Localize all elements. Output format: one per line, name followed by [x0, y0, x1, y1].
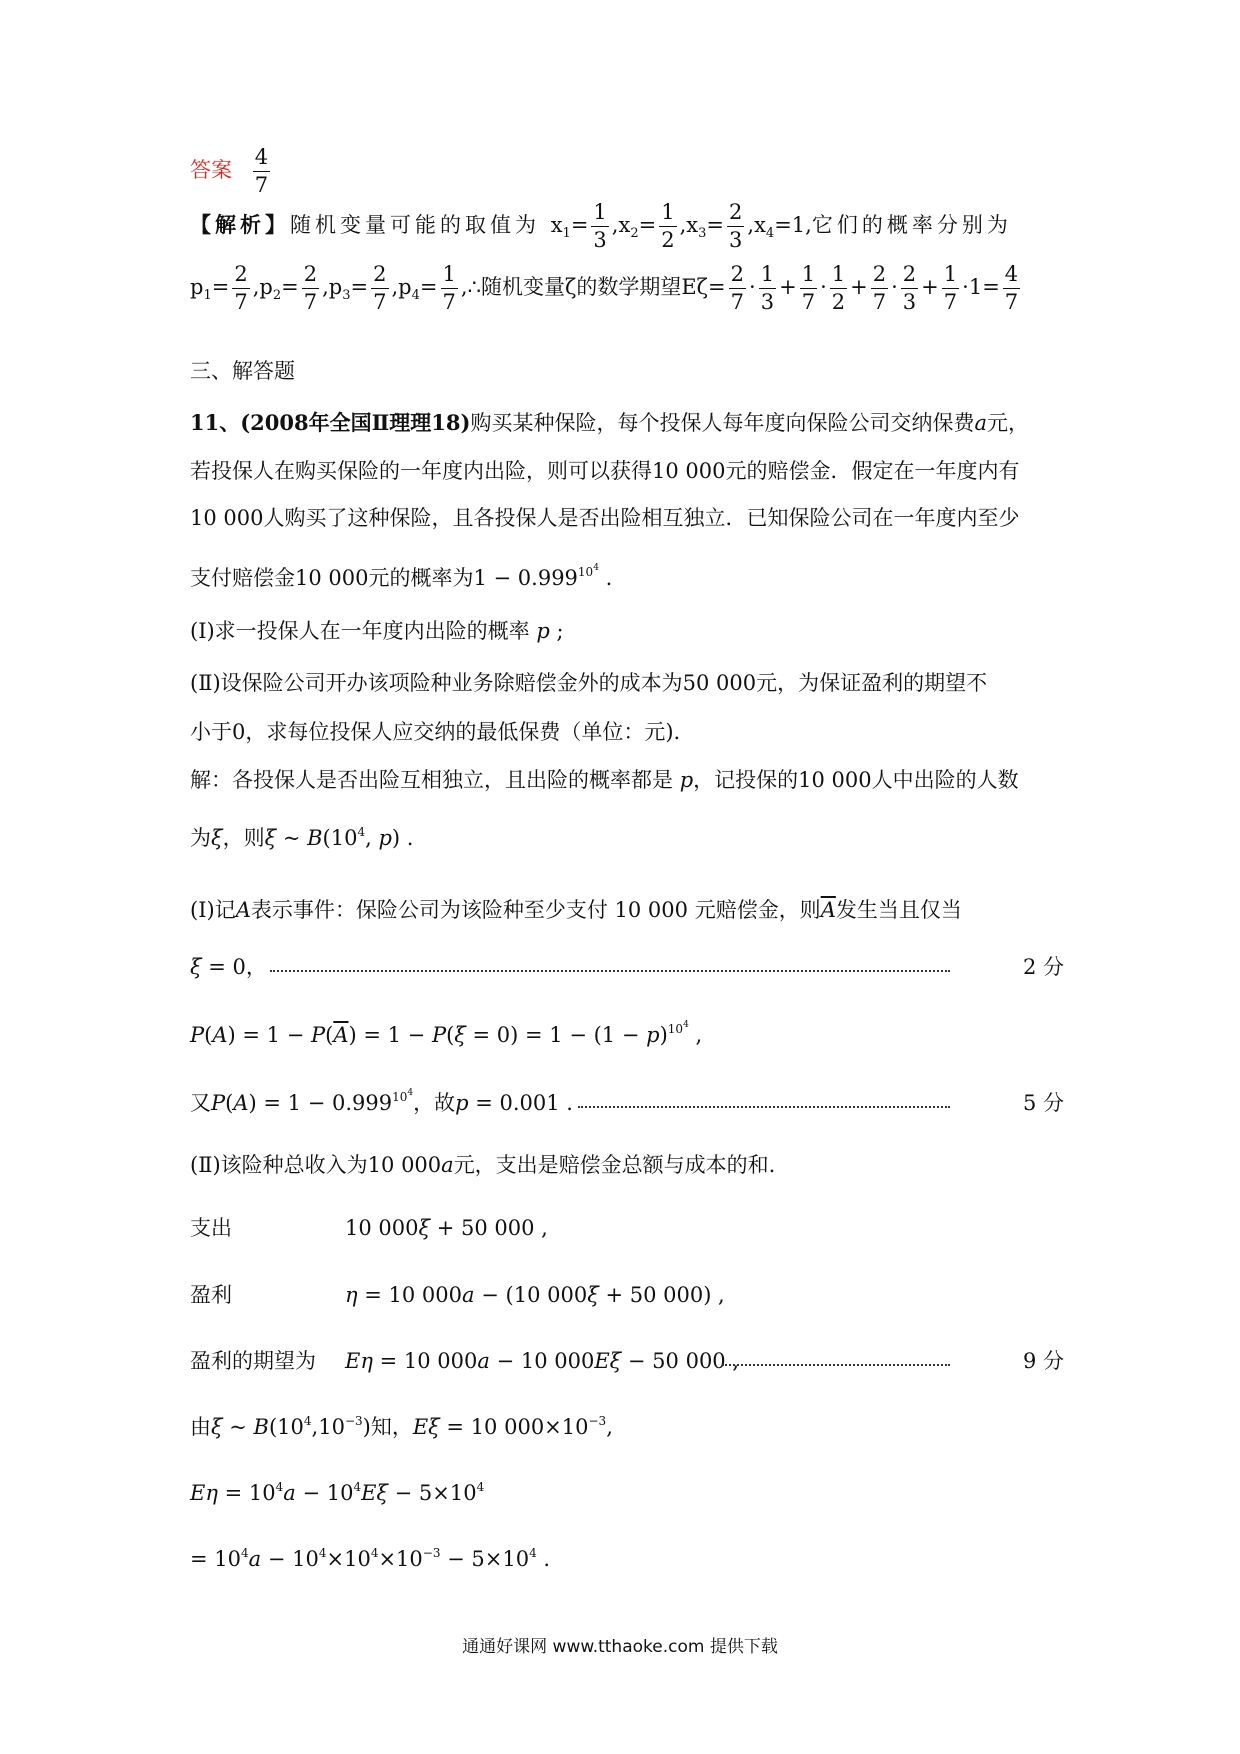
question-1: (Ⅰ)求一投保人在一年度内出险的概率 p ;	[190, 619, 564, 643]
score-2: 2 分	[1022, 955, 1064, 979]
analysis-line-1: 【解析】随机变量可能的取值为 $x_1=$ $\frac{1}{3}$ $,x_2=$ $\frac{1}{2}$ $,x_3=$ $\frac{2}{3}$ $,x_4=1$,它们的概率分别为	[190, 200, 1012, 252]
problem-number-source: 11、(2008年全国Ⅱ理理18)	[190, 410, 471, 435]
profit-formula: η = 10 000a − (10 000ξ + 50 000) ,	[345, 1283, 725, 1307]
final-line-2: = $10^4a - 10^4\times 10^4\times 10^{-3} - 5\times 10^4$ .	[190, 1546, 551, 1571]
x-values: $x_1=$ $\frac{1}{3}$ $,x_2=$ $\frac{1}{2}$ $,x_3=$ $\frac{2}{3}$ $,x_4=1$,	[550, 200, 812, 252]
answer-label: 答案	[190, 158, 232, 182]
dotted-leader-2	[578, 1106, 950, 1108]
solution-line-1: 解：各投保人是否出险互相独立，且出险的概率都是 p，记投保的10 000人中出险的人数	[190, 768, 1019, 792]
score-9: 9 分	[1022, 1349, 1064, 1373]
part1-line-1: (Ⅰ)记A表示事件：保险公司为该险种至少支付 10 000 元赔偿金，则$\overline{A}$发生当且仅当	[190, 898, 962, 922]
question-2-line-2: 小于0，求每位投保人应交纳的最低保费（单位：元).	[190, 720, 681, 744]
binomial-line: 由ξ ~ $B(10^4,10^{-3})$知，Eξ = 10 $000\times 10^{-3}$,	[190, 1414, 613, 1439]
answer-fraction: $\frac{4}{7}$	[254, 145, 269, 197]
part1-line-2: ξ = 0，	[190, 955, 267, 979]
analysis-line-2: $p_1=$ $\frac{2}{7}$ $,p_2=$ $\frac{2}{7}$ $,p_3=$ $\frac{2}{7}$ $,p_4=$ $\frac{1}{7}$ ,∴随机变量ζ的数学期望Eζ= $\frac{2}{7}$ · $\frac{1}{3}$ + $\frac{1}{7}$ · $\frac{1}{2}$ + $\frac{2}{7}$ · $\frac{2}{3}$ + $\frac{1}{7}$ ·1= $\frac{4}{7}$	[190, 264, 1023, 313]
p-values: $p_1=$ $\frac{2}{7}$ $,p_2=$ $\frac{2}{7}$ $,p_3=$ $\frac{2}{7}$ $,p_4=$ $\frac{1}{7}$ ,	[190, 262, 468, 314]
question-2-line-1: (Ⅱ)设保险公司开办该项险种业务除赔偿金外的成本为50 000元，为保证盈利的期望不	[190, 671, 988, 695]
final-line-1: $E\eta = 10^4a - 10^4E\xi - 5\times 10^4$	[190, 1480, 485, 1505]
expense-formula: 10 000ξ + 50 000 ,	[345, 1216, 548, 1240]
part1-line-4: 又$P(A) = 1 - 0.999^{10^4}$，故p = 0.001 .	[190, 1088, 573, 1115]
section-title: 三、解答题	[190, 359, 295, 383]
problem-line-3: 10 000人购买了这种保险，且各投保人是否出险相互独立．已知保险公司在一年度内至少	[190, 506, 1020, 530]
answer-line	[190, 147, 273, 196]
expect-label: 盈利的期望为	[190, 1349, 316, 1373]
footer-watermark: 通通好课网 www.tthaoke.com 提供下载	[462, 1637, 778, 1657]
problem-line-4: 支付赔偿金10 000元的概率为$1 - 0.999^{10^4}$ .	[190, 563, 613, 590]
expect-formula: Eη = 10 000a − 10 000Eξ − 50 000 ,	[345, 1349, 740, 1373]
expense-label: 支出	[190, 1216, 232, 1240]
score-5: 5 分	[1022, 1091, 1064, 1115]
problem-line-2: 若投保人在购买保险的一年度内出险，则可以获得10 000元的赔偿金．假定在一年度内有	[190, 459, 1020, 483]
expectation-formula: $\frac{2}{7}$ · $\frac{1}{3}$ + $\frac{1}{7}$ · $\frac{1}{2}$ + $\frac{2}{7}$ · $\frac{2}{3}$ + $\frac{1}{7}$ ·1= $\frac{4}{7}$	[730, 262, 1019, 314]
dotted-leader-3	[722, 1364, 950, 1366]
solution-line-2: 为ξ，则ξ ~ $B(10^4$, p) .	[190, 825, 414, 850]
analysis-tag: 【解析】	[190, 212, 290, 237]
part2-line-1: (Ⅱ)该险种总收入为10 000a元，支出是赔偿金总额与成本的和.	[190, 1153, 776, 1177]
profit-label: 盈利	[190, 1283, 232, 1307]
dotted-leader-1	[270, 970, 950, 972]
problem-line-1: 11、(2008年全国Ⅱ理理18)购买某种保险，每个投保人每年度向保险公司交纳保费a元，	[190, 410, 1029, 435]
part1-line-3: $P(A) = 1 - P(\overline{A}) = 1 - P(\xi = 0) = 1 - (1 - p)^{10^4}$ ,	[190, 1020, 703, 1047]
